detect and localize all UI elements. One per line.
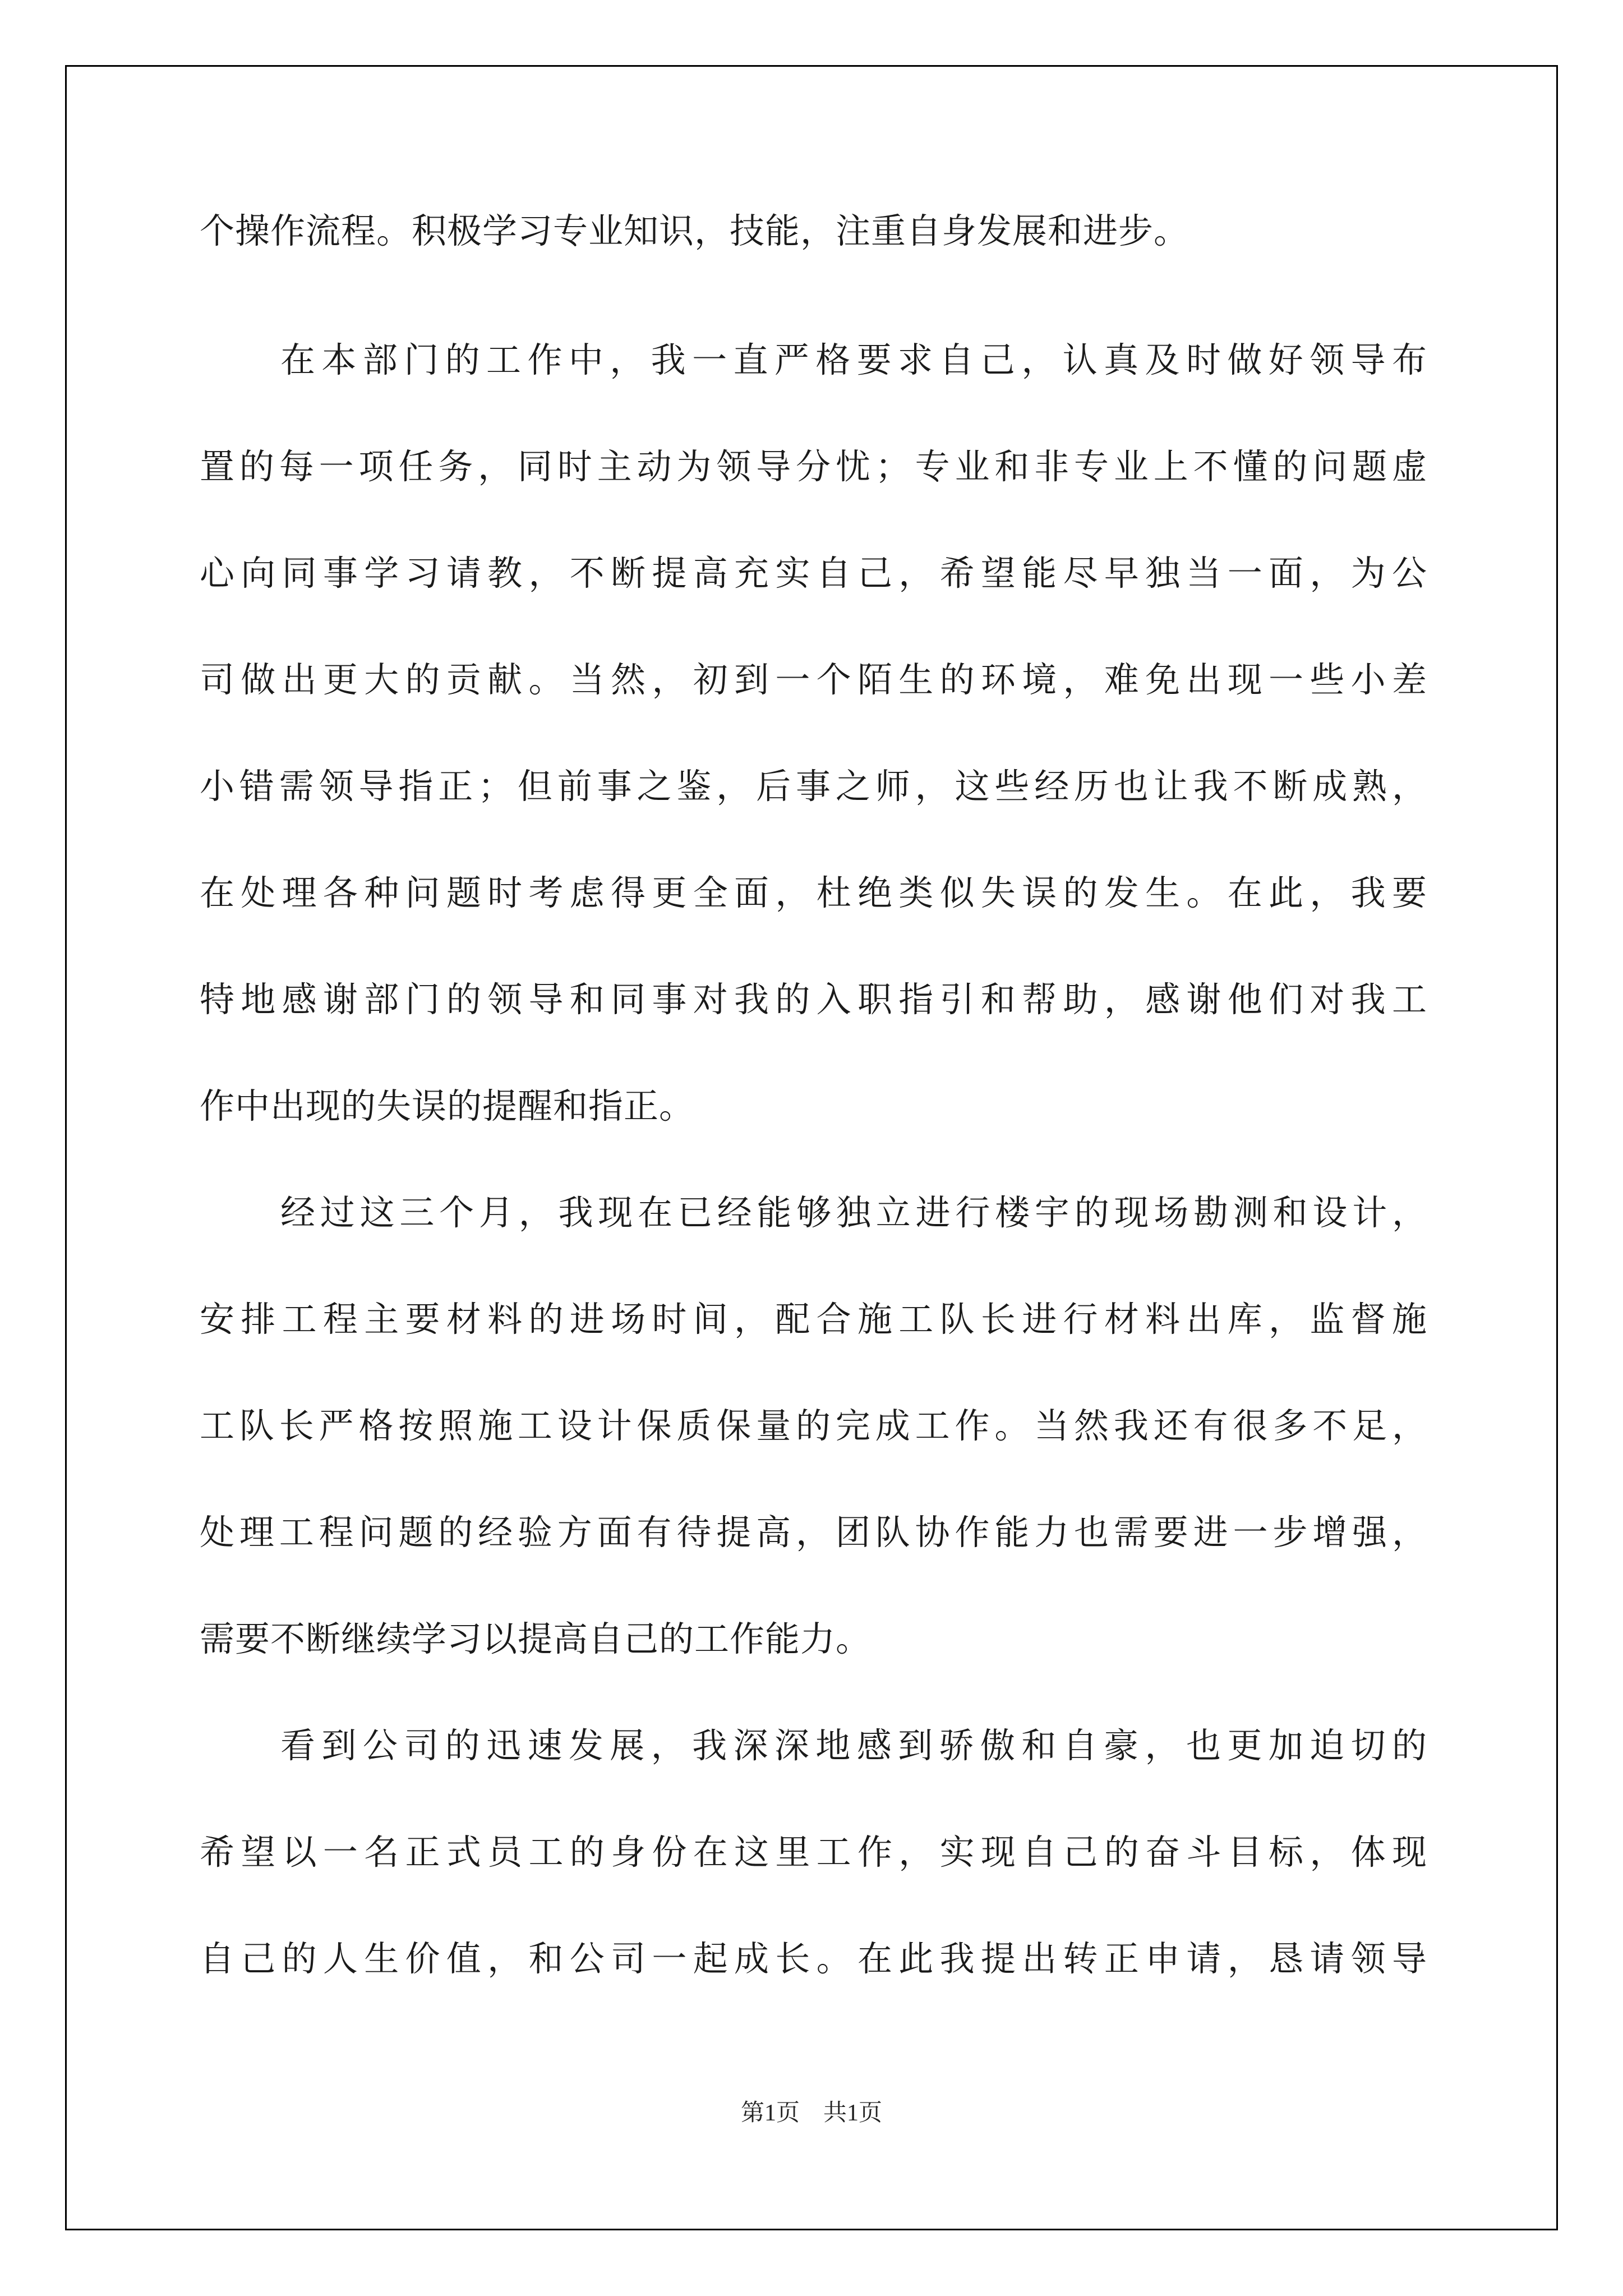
- text-line: 处理工程问题的经验方面有待提高，团队协作能力也需要进一步增强，: [200, 1512, 1427, 1553]
- text-line: 作中出现的失误的提醒和指正。: [200, 1085, 695, 1126]
- text-line: 自己的人生价值，和公司一起成长。在此我提出转正申请，恳请领导: [200, 1938, 1427, 1979]
- text-line: 特地感谢部门的领导和同事对我的入职指引和帮助，感谢他们对我工: [200, 979, 1427, 1020]
- text-line: 心向同事学习请教，不断提高充实自己，希望能尽早独当一面，为公: [200, 553, 1427, 593]
- text-line: 个操作流程。积极学习专业知识，技能，注重自身发展和进步。: [200, 210, 1189, 251]
- text-line: 置的每一项任务，同时主动为领导分忧；专业和非专业上不懂的问题虚: [200, 446, 1427, 487]
- text-line: 司做出更大的贡献。当然，初到一个陌生的环境，难免出现一些小差: [200, 659, 1427, 700]
- text-line: 在本部门的工作中，我一直严格要求自己，认真及时做好领导布: [280, 339, 1427, 380]
- text-line: 需要不断继续学习以提高自己的工作能力。: [200, 1618, 872, 1659]
- page-number-footer: 第1页 共1页: [740, 2100, 882, 2126]
- text-line: 希望以一名正式员工的身份在这里工作，实现自己的奋斗目标，体现: [200, 1832, 1427, 1872]
- text-line: 经过这三个月，我现在已经能够独立进行楼宇的现场勘测和设计，: [280, 1192, 1427, 1233]
- text-line: 看到公司的迅速发展，我深深地感到骄傲和自豪，也更加迫切的: [280, 1725, 1427, 1766]
- text-line: 工队长严格按照施工设计保质保量的完成工作。当然我还有很多不足，: [200, 1405, 1427, 1446]
- page-border: [65, 65, 1558, 2230]
- text-line: 安排工程主要材料的进场时间，配合施工队长进行材料出库，监督施: [200, 1299, 1427, 1340]
- text-line: 在处理各种问题时考虑得更全面，杜绝类似失误的发生。在此，我要: [200, 872, 1427, 913]
- text-line: 小错需领导指正；但前事之鉴，后事之师，这些经历也让我不断成熟，: [200, 766, 1427, 807]
